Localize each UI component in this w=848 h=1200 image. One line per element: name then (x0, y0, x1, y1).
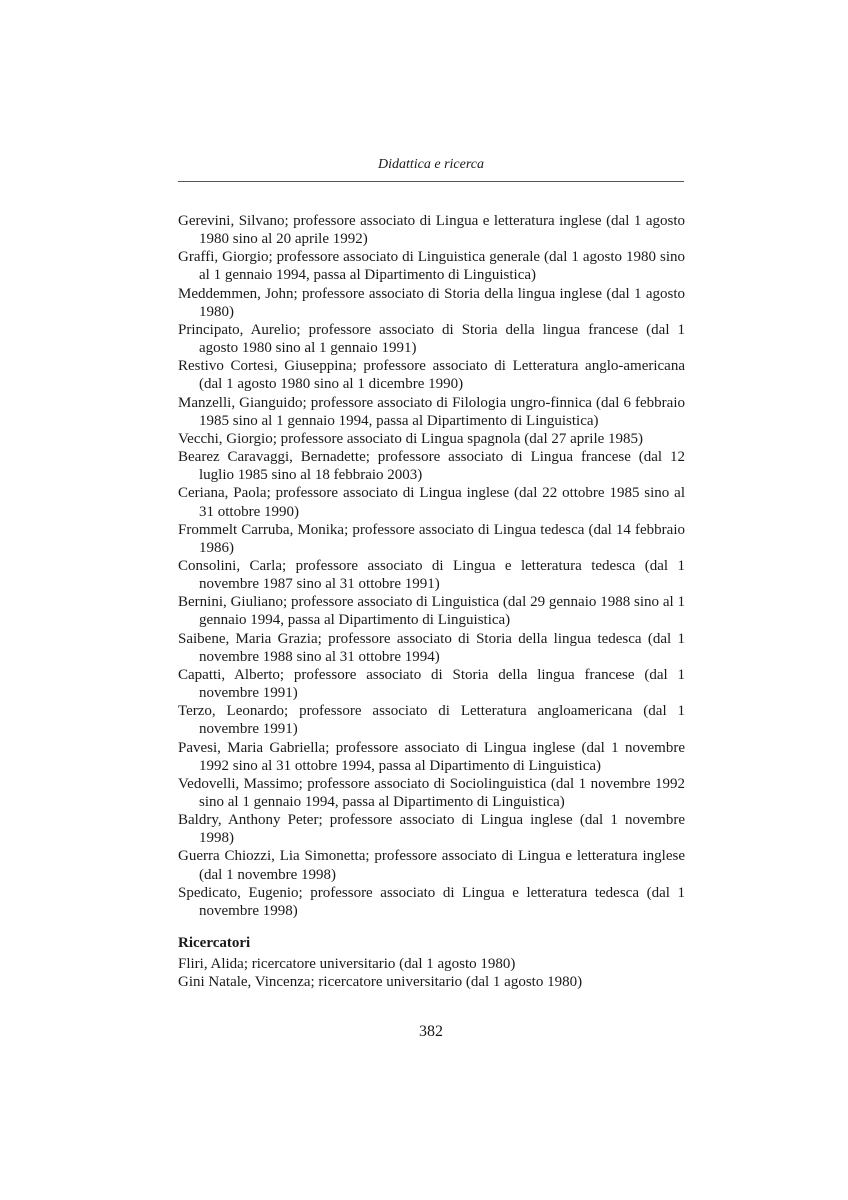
list-item: Fliri, Alida; ricercatore universitario (dal 1 agosto 1980) (178, 956, 516, 972)
page-number: 382 (419, 1023, 443, 1040)
list-item: Manzelli, Gianguido; professore associato di Filologia ungro-finnica (dal 6 febbraio 1985 sino al 1 gennaio 1994, passa al Dipartimento di Linguistica) (178, 394, 685, 429)
list-item: Saibene, Maria Grazia; professore associato di Storia della lingua tedesca (dal 1 novembre 1988 sino al 31 ottobre 1994) (178, 630, 685, 665)
header-rule (178, 181, 684, 182)
list-item: Principato, Aurelio; professore associato di Storia della lingua francese (dal 1 agosto 1980 sino al 1 gennaio 1991) (178, 321, 685, 357)
list-item: Pavesi, Maria Gabriella; professore associato di Lingua inglese (dal 1 novembre 1992 sino al 31 ottobre 1994, passa al Dipartimento di Linguistica) (178, 739, 685, 774)
list-item: Terzo, Leonardo; professore associato di Letteratura angloamericana (dal 1 novembre 1991) (178, 703, 685, 738)
list-item: Capatti, Alberto; professore associato di Storia della lingua francese (dal 1 novembre 1991) (178, 666, 685, 702)
ricercatori-list (178, 955, 685, 991)
list-item: Baldry, Anthony Peter; professore associato di Lingua inglese (dal 1 novembre 1998) (178, 812, 685, 847)
list-item: Vecchi, Giorgio; professore associato di Lingua spagnola (dal 27 aprile 1985) (178, 430, 644, 447)
list-item: Bernini, Giuliano; professore associato di Linguistica (dal 29 gennaio 1988 sino al 1 gennaio 1994, passa al Dipartimento di Linguistica) (178, 594, 685, 629)
list-item: Spedicato, Eugenio; professore associato di Lingua e letteratura tedesca (dal 1 novembre 1998) (178, 884, 685, 919)
section-heading-ricercatori: Ricercatori (178, 935, 251, 951)
list-item: Frommelt Carruba, Monika; professore associato di Lingua tedesca (dal 14 febbraio 1986) (178, 521, 685, 556)
list-item: Gerevini, Silvano; professore associato di Lingua e letteratura inglese (dal 1 agosto 1980 sino al 20 aprile 1992) (178, 213, 685, 248)
list-item: Ceriana, Paola; professore associato di Lingua inglese (dal 22 ottobre 1985 sino al 31 ottobre 1990) (178, 485, 685, 520)
list-item: Vedovelli, Massimo; professore associato di Sociolinguistica (dal 1 novembre 1992 sino al 1 gennaio 1994, passa al Dipartimento di Linguistica) (178, 775, 685, 810)
list-item: Gini Natale, Vincenza; ricercatore universitario (dal 1 agosto 1980) (178, 974, 583, 991)
list-item: Graffi, Giorgio; professore associato di Linguistica generale (dal 1 agosto 1980 sino al 1 gennaio 1994, passa al Dipartimento di Linguistica) (178, 249, 685, 284)
list-item: Consolini, Carla; professore associato di Lingua e letteratura tedesca (dal 1 novembre 1987 sino al 31 ottobre 1991) (178, 557, 685, 593)
running-head: Didattica e ricerca (377, 157, 484, 172)
list-item: Bearez Caravaggi, Bernadette; professore associato di Lingua francese (dal 12 luglio 1985 sino al 18 febbraio 2003) (178, 449, 685, 484)
list-item: Meddemmen, John; professore associato di Storia della lingua inglese (dal 1 agosto 1980) (178, 285, 685, 320)
list-item: Restivo Cortesi, Giuseppina; professore associato di Letteratura anglo-americana (dal 1 agosto 1980 sino al 1 dicembre 1990) (178, 358, 685, 393)
list-item: Guerra Chiozzi, Lia Simonetta; professore associato di Lingua e letteratura inglese (dal 1 novembre 1998) (178, 848, 685, 883)
associati-list (178, 212, 685, 920)
